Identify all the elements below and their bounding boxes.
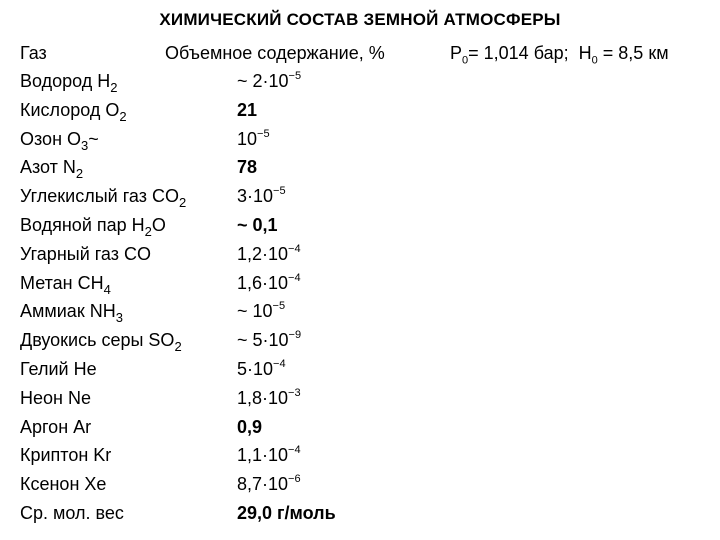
page-title: ХИМИЧЕСКИЙ СОСТАВ ЗЕМНОЙ АТМОСФЕРЫ [159,10,561,29]
table-row [20,243,440,272]
table-row [20,214,440,243]
gas-name: Ср. мол. вес [20,502,124,523]
table-row [20,387,440,416]
gas-name: Угарный газ CO [20,243,151,264]
table-row [20,272,440,301]
composition-table [20,70,440,531]
pressure-value: = 1,014 бар; [468,43,569,63]
table-row [20,502,440,531]
gas-name: Кислород $O_2$ [20,99,127,124]
gas-name: Углекислый газ $CO_2$ [20,186,187,211]
gas-content: ~ 0,1 [237,214,278,235]
scale-height-subscript: 0 [591,54,598,67]
scale-height-symbol: H [578,43,592,63]
gas-name: Озон $O_3\sim$ [20,128,99,153]
pressure-subscript: 0 [462,54,469,67]
gas-name: Метан $CH_4$ [20,272,111,297]
table-row [20,99,440,128]
table-row [20,70,440,99]
gas-name: Азот $N_2$ [20,157,84,182]
gas-name: Криптон Kr [20,445,112,466]
table-row [20,329,440,358]
scale-height-value: = 8,5 км [602,43,669,63]
gas-content: $3\cdot 10^{-5}$ [237,185,286,207]
gas-name: Аргон Ar [20,416,92,437]
table-row [20,128,440,157]
table-row [20,156,440,185]
gas-content: $1,6\cdot 10^{-4}$ [237,271,301,293]
gas-content: ~ $2\cdot 10^{-5}$ [237,70,302,91]
table-row [20,358,440,387]
gas-content: $8,7\cdot 10^{-6}$ [237,473,301,495]
gas-content: ~ $10^{-5}$ [237,300,286,322]
gas-content: $10^{-5}$ [237,127,270,149]
gas-content: 21 [237,99,258,120]
gas-name: Неон Ne [20,387,91,408]
table-row [20,444,440,473]
pressure-symbol: P [450,43,463,63]
table-row [20,300,440,329]
standard-conditions [450,43,669,67]
gas-content: $5\cdot 10^{-4}$ [237,357,286,379]
gas-name: Двуокись серы $SO_2$ [20,330,182,355]
gas-content: 78 [237,157,258,178]
column-header-content: Объемное содержание, % [165,43,385,63]
gas-content: ~ $5\cdot 10^{-9}$ [237,329,302,351]
gas-content: $1,1\cdot 10^{-4}$ [237,444,301,466]
gas-name: Водород $H_2$ [20,71,118,95]
gas-content: $1,8\cdot 10^{-3}$ [237,386,301,408]
column-header-gas: Газ [20,43,47,63]
gas-content: 29,0 г/моль [237,502,336,523]
table-row [20,473,440,502]
gas-name: Гелий He [20,358,97,379]
gas-name: Ксенон Xe [20,474,107,495]
table-row [20,416,440,445]
gas-name: Водяной пар $H_2O$ [20,214,166,239]
table-row [20,185,440,214]
gas-name: Аммиак $NH_3$ [20,301,123,326]
gas-content: $1,2\cdot 10^{-4}$ [237,242,301,264]
gas-content: 0,9 [237,416,263,437]
